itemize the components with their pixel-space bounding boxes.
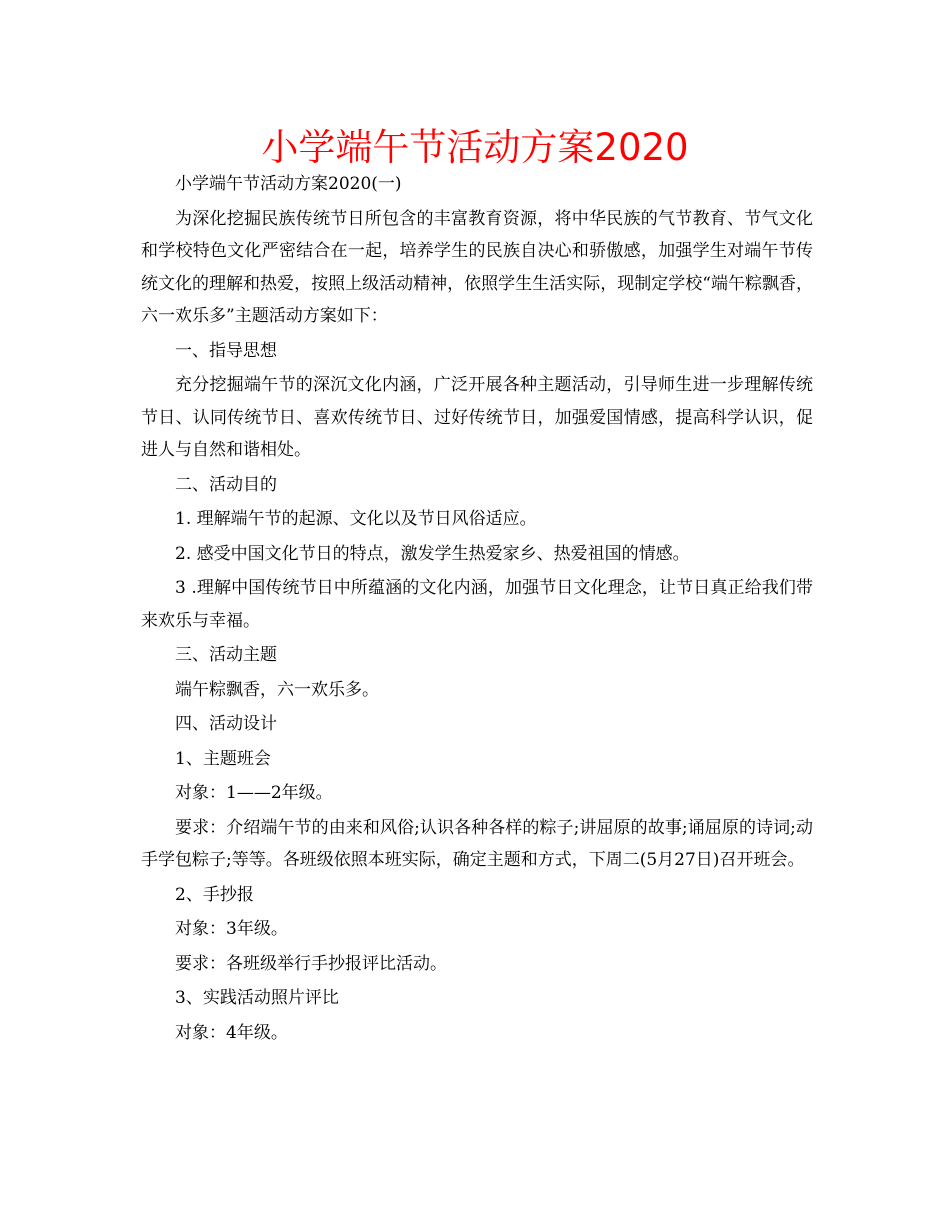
- section-heading: 一、指导思想: [175, 340, 277, 361]
- subtitle-paragraph: 小学端午节活动方案2020(一): [175, 174, 402, 194]
- section-heading: 二、活动目的: [175, 474, 277, 495]
- section-heading: 三、活动主题: [175, 645, 277, 665]
- intro-paragraph: 为深化挖掘民族传统节日所包含的丰富教育资源，将中华民族的气节教育、节气文化和学校特色文化严密结合在一起，培养学生的民族自决心和骄傲感，加强学生对端午节传统文化的理解和热爱，按照上级活动精神，依照学生生活实际，现制定学校“端午粽飘香，六一欢乐多”主题活动方案如下：: [141, 208, 813, 326]
- body-paragraph: 对象：3年级。: [175, 919, 288, 939]
- subsection-heading: 1、主题班会: [175, 748, 271, 769]
- list-item: 1. 理解端午节的起源、文化以及节日风俗适应。: [175, 509, 537, 529]
- body-paragraph: 要求：各班级举行手抄报评比活动。: [175, 953, 447, 974]
- subsection-heading: 3、实践活动照片评比: [175, 988, 339, 1008]
- subsection-heading: 2、手抄报: [175, 884, 254, 905]
- section-heading: 四、活动设计: [175, 714, 277, 734]
- body-paragraph: 要求：介绍端午节的由来和风俗;认识各种各样的粽子;讲屈原的故事;诵屈原的诗词;动手学包粽子;等等。各班级依照本班实际，确定主题和方式，下周二(5月27日)召开班会。: [141, 817, 813, 870]
- body-paragraph: 端午粽飘香，六一欢乐多。: [175, 679, 379, 700]
- body-paragraph: 对象：4年级。: [175, 1022, 288, 1043]
- document-body: [141, 168, 813, 1051]
- body-paragraph: 充分挖掘端午节的深沉文化内涵，广泛开展各种主题活动，引导师生进一步理解传统节日、认同传统节日、喜欢传统节日、过好传统节日，加强爱国情感，提高科学认识，促进人与自然和谐相处。: [141, 375, 813, 460]
- list-item: 3 .理解中国传统节日中所蕴涵的文化内涵，加强节日文化理念，让节日真正给我们带来欢乐与幸福。: [141, 578, 813, 631]
- document-title: 小学端午节活动方案2020: [261, 126, 689, 169]
- list-item: 2. 感受中国文化节日的特点，激发学生热爱家乡、热爱祖国的情感。: [175, 543, 690, 564]
- body-paragraph: 对象：1——2年级。: [175, 783, 333, 803]
